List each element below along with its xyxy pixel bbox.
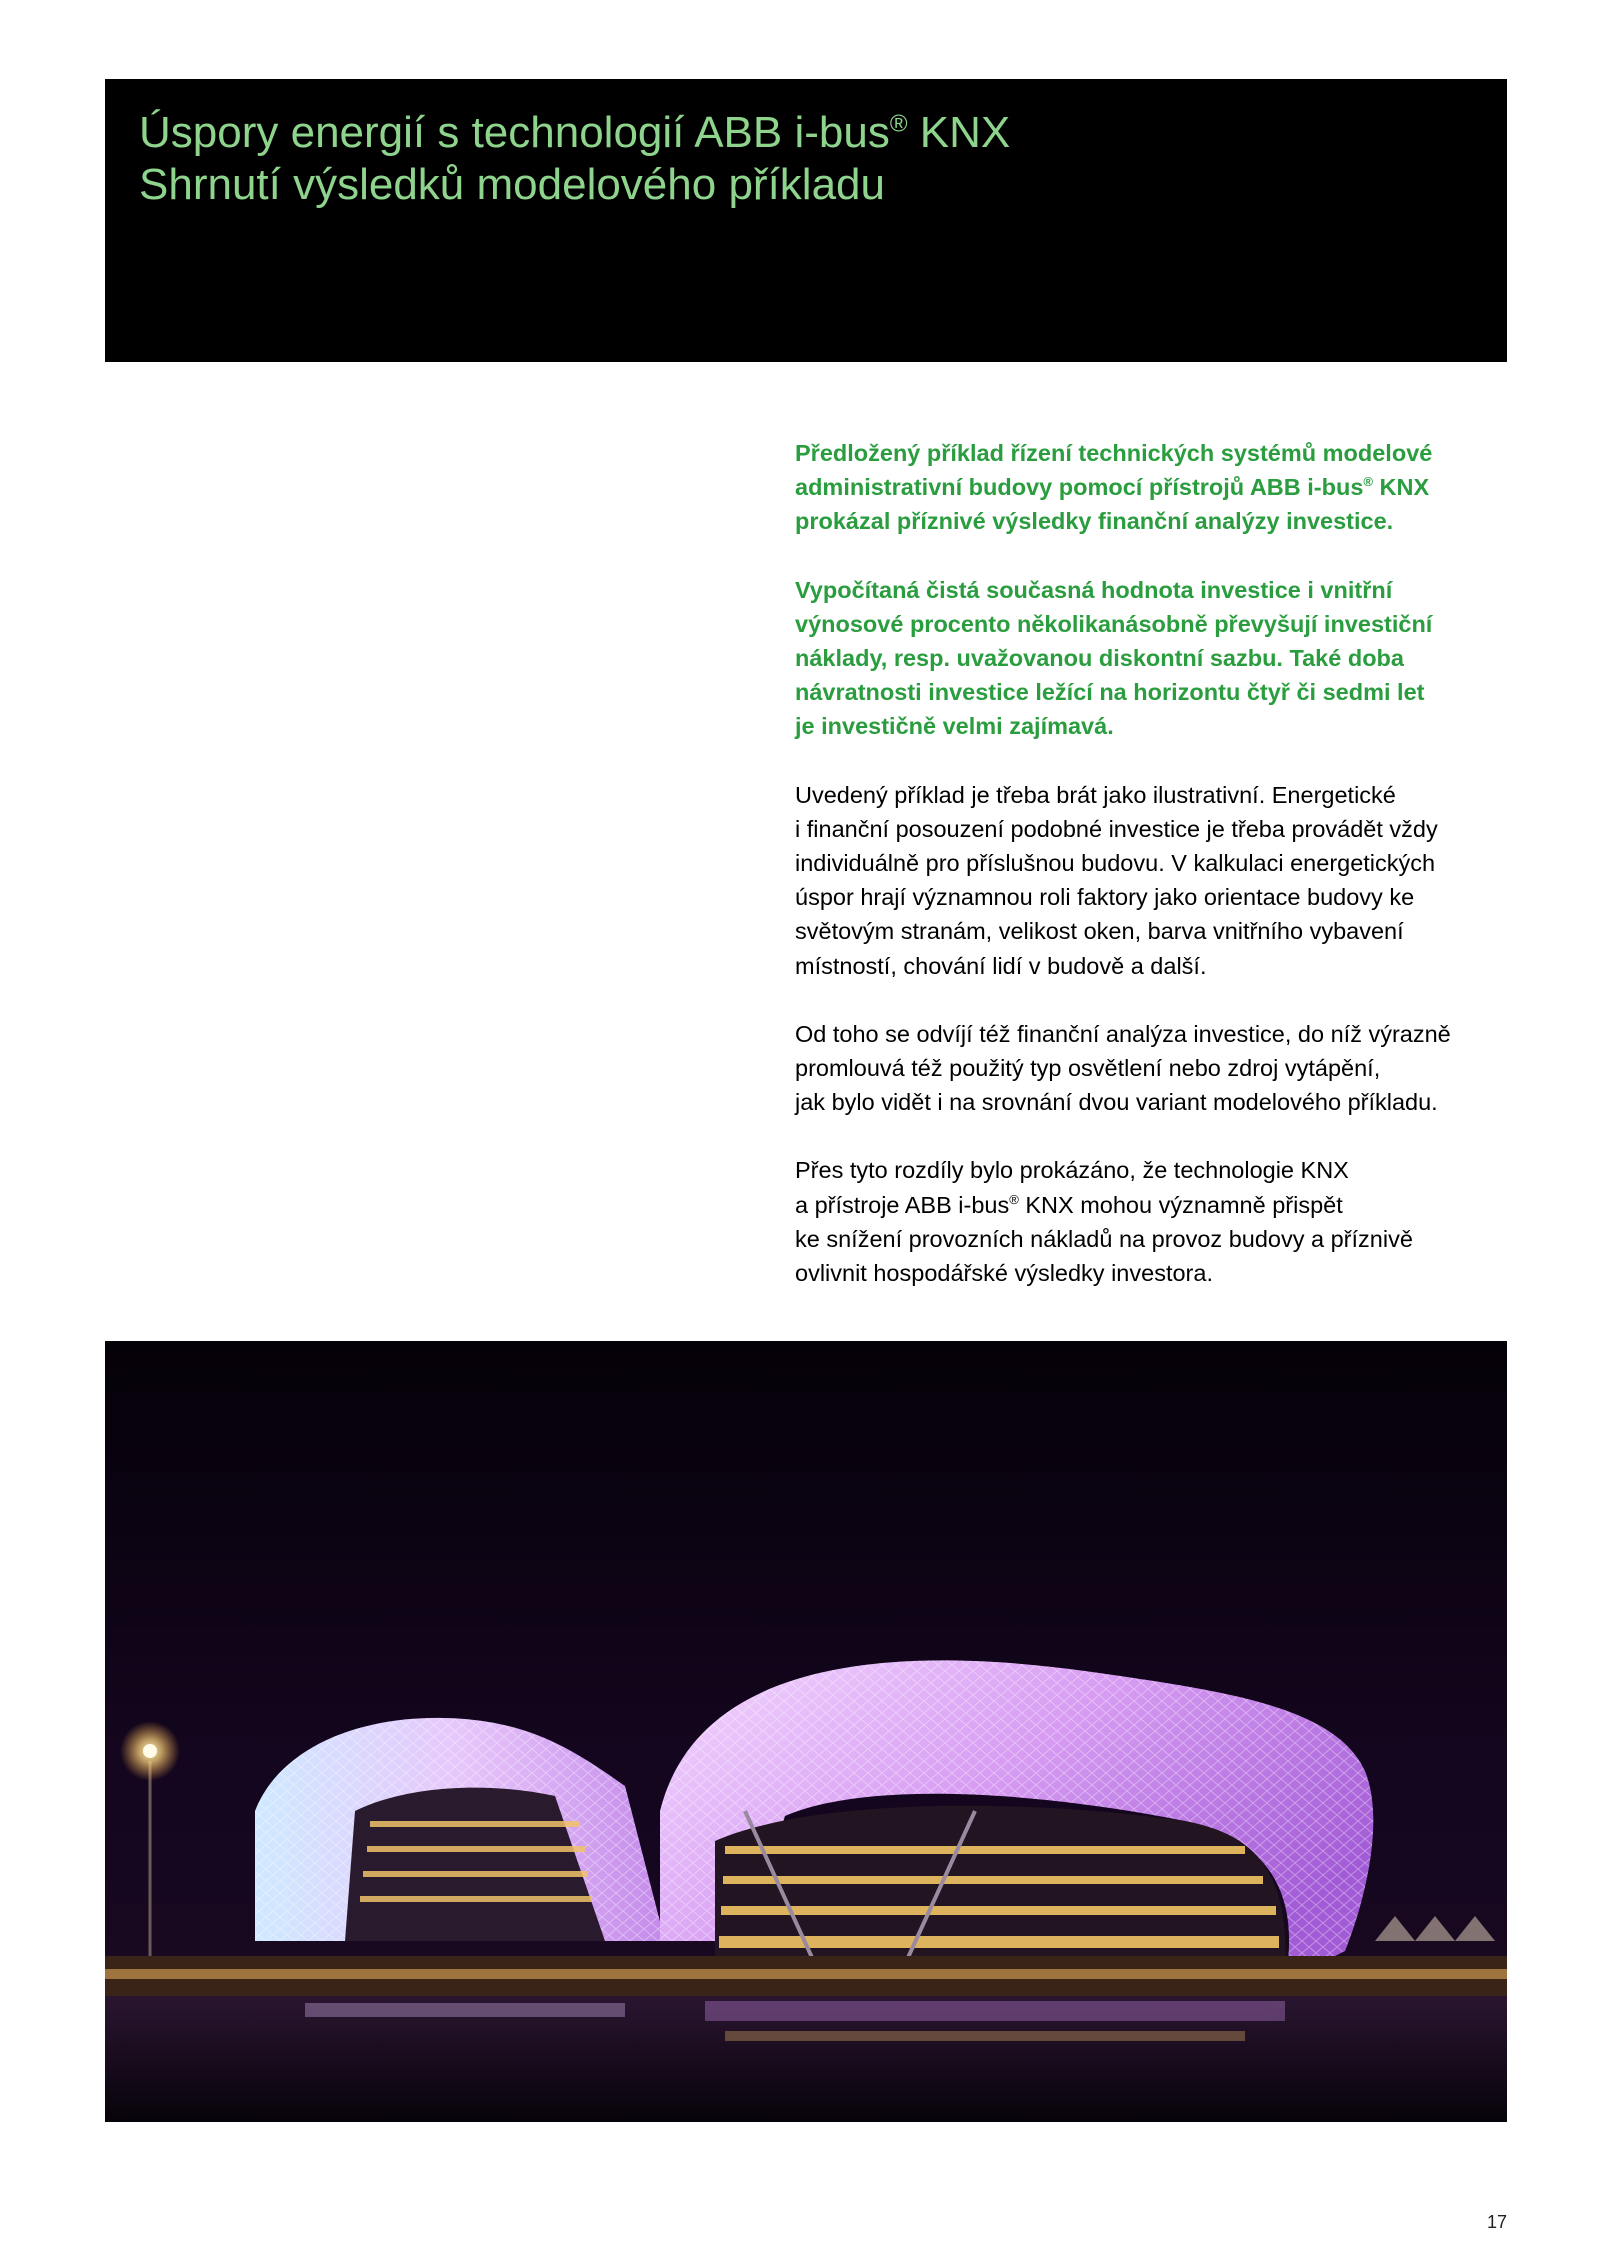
- text-line: promlouvá též použitý typ osvětlení nebo zdroj vytápění,: [795, 1055, 1381, 1082]
- text-line: [795, 1188, 1515, 1222]
- text-line: je investičně velmi zajímavá.: [795, 713, 1114, 740]
- text-line: individuálně pro příslušnou budovu. V kalkulaci energetických: [795, 850, 1436, 877]
- text-line: jak bylo vidět i na srovnání dvou variant modelového příkladu.: [795, 1089, 1438, 1116]
- body-paragraph-2: [795, 1017, 1515, 1120]
- text-line: výnosové procento několikanásobně převyšují investiční: [795, 610, 1433, 637]
- title-line-1-suffix: KNX: [907, 108, 1011, 157]
- registered-mark: ®: [1009, 1191, 1019, 1207]
- text-line: Od toho se odvíjí též finanční analýza investice, do níž výrazně: [795, 1020, 1451, 1047]
- lead-paragraph-1: [795, 436, 1515, 539]
- building-night-photo: [105, 1341, 1507, 2122]
- text-fragment: KNX: [1373, 474, 1430, 501]
- text-line: ovlivnit hospodářské výsledky investora.: [795, 1260, 1213, 1287]
- text-line: ke snížení provozních nákladů na provoz budovy a příznivě: [795, 1225, 1413, 1252]
- text-fragment: KNX mohou významně přispět: [1018, 1191, 1343, 1218]
- text-line: světovým stranám, velikost oken, barva vnitřního vybavení: [795, 918, 1404, 945]
- page-title: [139, 107, 1010, 211]
- text-line: prokázal příznivé výsledky finanční analýzy investice.: [795, 508, 1394, 535]
- building-illustration: [105, 1341, 1507, 2122]
- text-line: Vypočítaná čistá současná hodnota investice i vnitřní: [795, 576, 1393, 603]
- text-fragment: administrativní budovy pomocí přístrojů ABB i-bus: [795, 474, 1364, 501]
- text-line: Předložený příklad řízení technických systémů modelové: [795, 440, 1433, 466]
- title-line-1-text: Úspory energií s technologií ABB i-bus: [139, 108, 890, 157]
- title-line-1: [139, 107, 1010, 159]
- registered-mark: ®: [1363, 474, 1373, 490]
- text-line: Uvedený příklad je třeba brát jako ilustrativní. Energetické: [795, 781, 1396, 808]
- text-column: [795, 436, 1515, 1324]
- text-line: Přes tyto rozdíly bylo prokázáno, že technologie KNX: [795, 1157, 1349, 1184]
- text-line: úspor hrají významnou roli faktory jako orientace budovy ke: [795, 884, 1415, 911]
- body-paragraph-1: [795, 778, 1515, 983]
- title-line-2: Shrnutí výsledků modelového příkladu: [139, 160, 885, 209]
- text-line: náklady, resp. uvažovanou diskontní sazbu. Také doba: [795, 645, 1404, 672]
- title-banner: [105, 79, 1507, 362]
- text-line: [795, 470, 1515, 504]
- text-line: místností, chování lidí v budově a další.: [795, 952, 1207, 979]
- text-line: návratnosti investice ležící na horizontu čtyř či sedmi let: [795, 679, 1425, 706]
- text-line: i finanční posouzení podobné investice je třeba provádět vždy: [795, 815, 1438, 842]
- lead-paragraph-2: [795, 573, 1515, 744]
- registered-mark: ®: [889, 110, 908, 138]
- text-fragment: a přístroje ABB i-bus: [795, 1191, 1010, 1218]
- body-paragraph-3: [795, 1153, 1515, 1290]
- page-number: 17: [1486, 2212, 1507, 2232]
